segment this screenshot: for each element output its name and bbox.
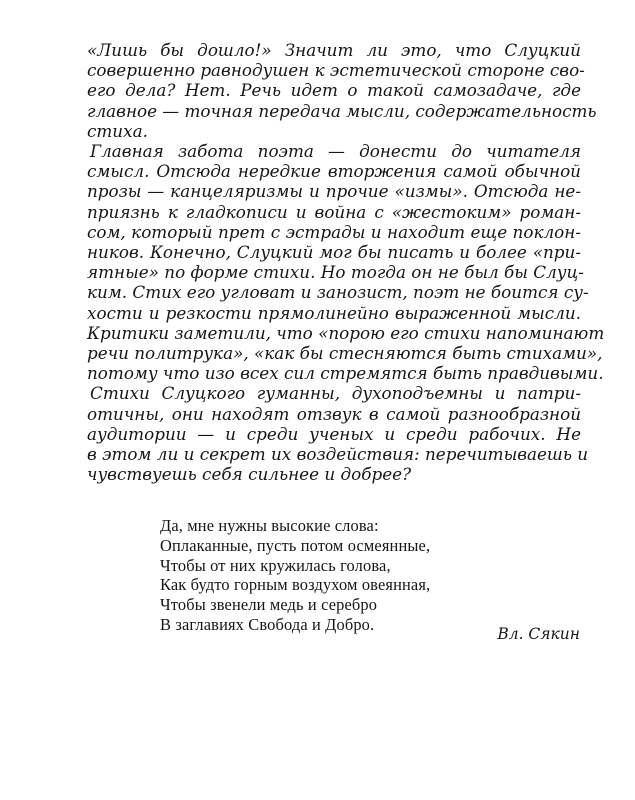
paragraph-line: чувствуешь себя сильнее и добрее? — [87, 464, 412, 485]
paragraph-line: стиха. — [87, 120, 148, 141]
paragraph-line: Главная забота поэта — донести до читателя — [90, 141, 581, 162]
paragraph-line: аудитории — и среди ученых и среди рабочих. Не — [87, 423, 581, 444]
author-signature: Вл. Сякин — [497, 625, 580, 643]
paragraph-line: Критики заметили, что «порою его стихи напоминают — [87, 322, 605, 343]
paragraph-1 — [87, 40, 597, 141]
poem-line: Оплаканные, пусть потом осмеянные, — [160, 535, 431, 555]
paragraph-line: приязнь к гладкописи и война с «жестоким» роман- — [87, 201, 581, 222]
paragraph-line: хости и резкости прямолинейно выраженной мысли. — [87, 302, 581, 323]
paragraph-line: «Лишь бы дошло!» Значит ли это, что Слуцкий — [87, 40, 581, 60]
poem-line: В заглавиях Свобода и Добро. — [160, 614, 375, 634]
paragraph-line: потому что изо всех сил стремятся быть правдивыми. — [87, 363, 604, 384]
paragraph-line: главное — точная передача мысли, содержательность — [87, 100, 597, 121]
paragraph-line: смысл. Отсюда нередкие вторжения самой обычной — [87, 161, 581, 182]
paragraph-line: в этом ли и секрет их воздействия: перечитываешь и — [87, 444, 589, 465]
paragraph-3 — [87, 383, 589, 485]
paragraph-line: ятные» по форме стихи. Но тогда он не был бы Слуц- — [87, 262, 584, 283]
poem-line: Чтобы от них кружилась голова, — [160, 555, 391, 575]
poem-line: Да, мне нужны высокие слова: — [160, 516, 379, 535]
paragraph-line: совершенно равнодушен к эстетической стороне сво- — [87, 60, 585, 81]
paragraph-line: сом, который прет с эстрады и находит еще поклон- — [87, 221, 581, 242]
article-body — [87, 40, 605, 485]
poem-line: Чтобы звенели медь и серебро — [160, 595, 378, 615]
paragraph-line: ников. Конечно, Слуцкий мог бы писать и более «при- — [87, 242, 581, 263]
paragraph-2 — [87, 141, 605, 384]
poem-quote — [160, 516, 430, 635]
paragraph-line: Стихи Слуцкого гуманны, духоподъемны и патри- — [90, 383, 581, 404]
paragraph-line: речи политрука», «как бы стесняются быть стихами», — [87, 343, 603, 364]
paragraph-line: отичны, они находят отзвук в самой разнообразной — [87, 403, 581, 424]
paragraph-line: ким. Стих его угловат и занозист, поэт не боится су- — [87, 282, 589, 303]
poem-line: Как будто горным воздухом овеянная, — [160, 575, 431, 595]
paragraph-line: прозы — канцеляризмы и прочие «измы». Отсюда не- — [87, 181, 581, 202]
paragraph-line: его дела? Нет. Речь идет о такой самозадаче, где — [87, 80, 581, 101]
